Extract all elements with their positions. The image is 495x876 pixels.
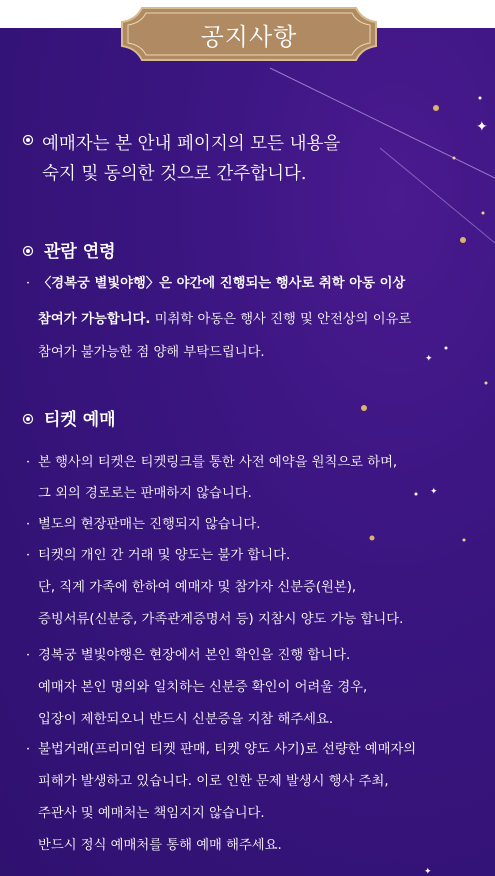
age-heading <box>22 237 116 262</box>
ticket-line: 그 외의 경로로는 판매하지 않습니다. <box>38 486 252 501</box>
ticket-heading <box>22 405 116 430</box>
ticket-line: 불법거래(프리미엄 티켓 판매, 티켓 양도 사기)로 선량한 예매자의 <box>38 742 417 757</box>
age-line-2 <box>38 312 411 328</box>
ticket-line: 입장이 제한되오니 반드시 신분증을 지참 해주세요. <box>38 712 334 727</box>
ring-bullet-icon <box>22 245 34 257</box>
age-heading-label: 관람 연령 <box>44 242 116 262</box>
ticket-line: 경복궁 별빛야행은 현장에서 본인 확인을 진행 합니다. <box>38 648 351 663</box>
ticket-line: 별도의 현장판매는 진행되지 않습니다. <box>38 517 261 532</box>
ticket-line: 주관사 및 예매처는 책임지지 않습니다. <box>38 806 265 821</box>
intro-line-2: 숙지 및 동의한 것으로 간주합니다. <box>42 164 307 184</box>
bullet-dot: · <box>26 548 31 563</box>
ticket-line: 본 행사의 티켓은 티켓링크를 통한 사전 예약을 원칙으로 하며, <box>38 455 398 470</box>
age-line-1: 〈경복궁 별빛야행〉은 야간에 진행되는 행사로 취학 아동 이상 <box>38 276 406 291</box>
svg-text:✦: ✦ <box>476 119 488 135</box>
ticket-line: 티켓의 개인 간 거래 및 양도는 불가 합니다. <box>38 548 291 563</box>
bullet-dot: · <box>26 276 31 291</box>
banner-title: 공지사항 <box>200 22 298 51</box>
age-line-2-rest: 미취학 아동은 행사 진행 및 안전상의 이유로 <box>150 312 412 327</box>
ring-bullet-icon <box>22 413 34 425</box>
title-banner <box>120 6 378 62</box>
bullet-dot: · <box>26 455 31 470</box>
bullet-dot: · <box>26 517 31 532</box>
ticket-line: 반드시 정식 예매처를 통해 예매 해주세요. <box>38 838 282 853</box>
age-line-2-bold: 참여가 가능합니다. <box>38 312 151 327</box>
bullet-dot: · <box>26 648 31 663</box>
age-line-3: 참여가 불가능한 점 양해 부탁드립니다. <box>38 345 265 360</box>
svg-text:✦: ✦ <box>430 487 438 497</box>
intro-line-1: 예매자는 본 안내 페이지의 모든 내용을 <box>42 134 341 154</box>
ring-bullet-icon <box>22 134 34 146</box>
ticket-heading-label: 티켓 예매 <box>44 410 116 430</box>
ticket-line: 단, 직계 가족에 한하여 예매자 및 참가자 신분증(원본), <box>38 580 357 595</box>
svg-text:✦: ✦ <box>425 354 433 364</box>
bullet-dot: · <box>26 742 31 757</box>
ticket-line: 피해가 발생하고 있습니다. 이로 인한 문제 발생시 행사 주최, <box>38 774 389 789</box>
ticket-line: 증빙서류(신분증, 가족관계증명서 등) 지참시 양도 가능 합니다. <box>38 612 404 627</box>
svg-text:✦: ✦ <box>424 867 432 876</box>
ticket-line: 예매자 본인 명의와 일치하는 신분증 확인이 어려울 경우, <box>38 680 368 695</box>
